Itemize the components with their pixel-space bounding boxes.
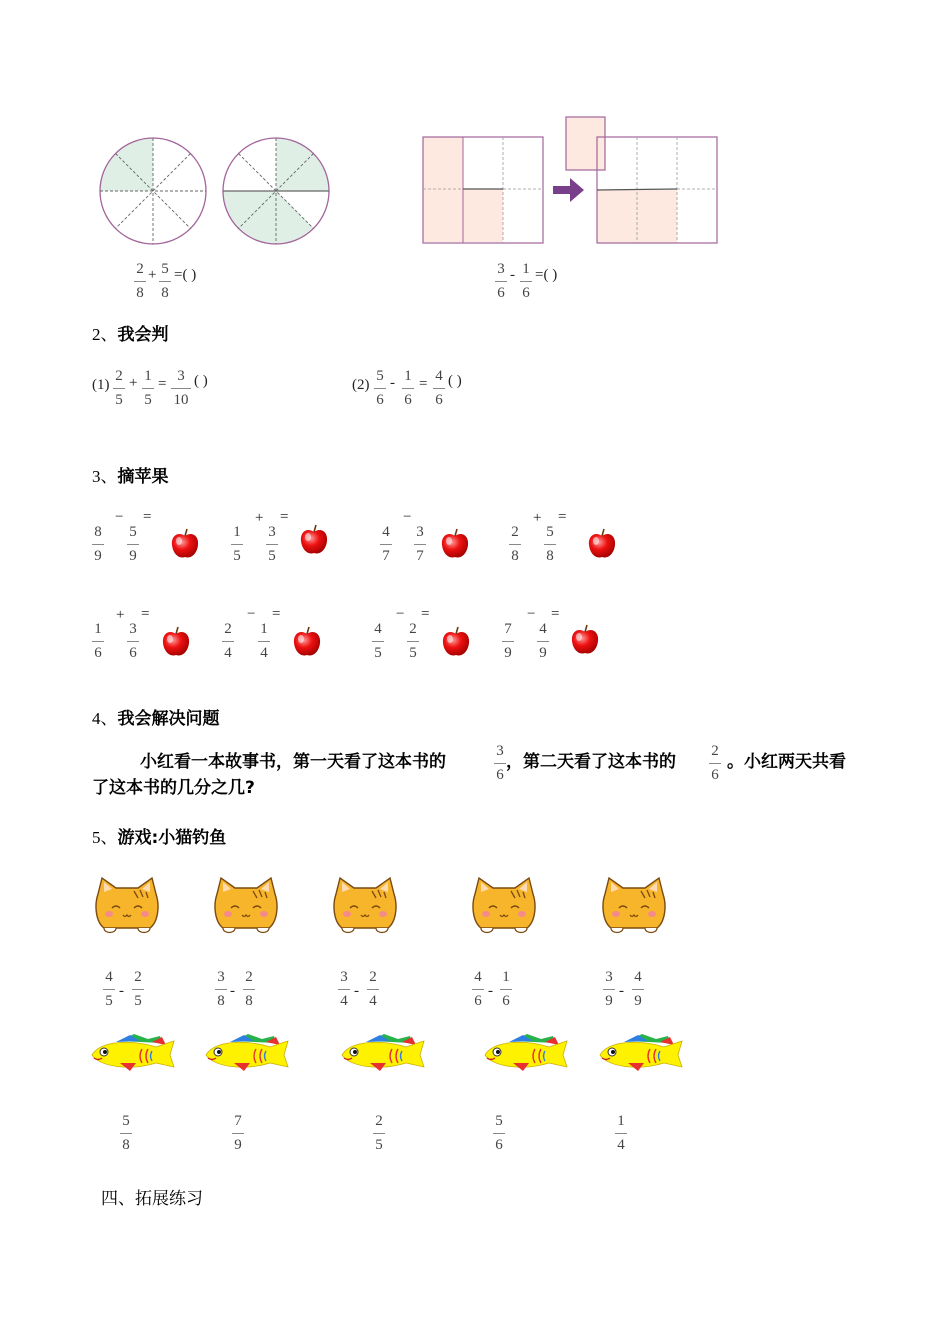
apple-icon[interactable] — [570, 624, 600, 656]
section-title: 我会解决问题 — [117, 709, 220, 729]
fraction — [472, 969, 484, 1010]
numerator: 1 — [404, 368, 412, 384]
denominator: 4 — [340, 993, 348, 1009]
numerator: 2 — [711, 743, 719, 759]
section-title: 摘苹果 — [117, 467, 169, 487]
cat-icon[interactable] — [330, 876, 400, 936]
denominator: 8 — [161, 285, 169, 301]
numerator: 1 — [617, 1113, 625, 1129]
section-heading-cat-fishing — [92, 823, 226, 848]
denominator: 6 — [495, 1137, 503, 1153]
denominator: 7 — [382, 548, 390, 564]
numerator: 5 — [129, 524, 137, 540]
denominator: 6 — [711, 767, 719, 783]
fraction — [258, 621, 270, 662]
numerator: 5 — [376, 368, 384, 384]
denominator: 6 — [94, 645, 102, 661]
denominator: 6 — [522, 285, 530, 301]
minus-sign: - — [390, 375, 395, 391]
numerator: 5 — [122, 1113, 130, 1129]
denominator: 5 — [374, 645, 382, 661]
denominator: 6 — [435, 392, 443, 408]
denominator: 4 — [224, 645, 232, 661]
apple-icon[interactable] — [440, 528, 470, 560]
arrow-right-icon — [553, 178, 584, 202]
denominator: 8 — [245, 993, 253, 1009]
numerator: 5 — [495, 1113, 503, 1129]
section-number: 2、 — [92, 325, 118, 344]
operator: − — [115, 509, 124, 525]
numerator: 2 — [375, 1113, 383, 1129]
fish-icon[interactable] — [204, 1033, 292, 1073]
denominator: 8 — [217, 993, 225, 1009]
denominator: 4 — [369, 993, 377, 1009]
numerator: 4 — [382, 524, 390, 540]
numerator: 5 — [546, 524, 554, 540]
fraction — [232, 1113, 244, 1154]
denominator: 8 — [136, 285, 144, 301]
numerator: 2 — [134, 969, 142, 985]
circle-fraction-figure-left — [96, 136, 336, 248]
fish-icon[interactable] — [598, 1033, 686, 1073]
equals-sign: = — [421, 606, 430, 622]
denominator: 9 — [605, 993, 613, 1009]
fraction — [127, 621, 139, 662]
operator: + — [533, 510, 542, 526]
numerator: 7 — [234, 1113, 242, 1129]
section-number: 4、 — [92, 709, 118, 728]
item-prefix: (1) — [92, 377, 110, 393]
minus-sign: - — [354, 983, 359, 999]
apple-icon[interactable] — [587, 528, 617, 560]
fraction — [544, 524, 556, 565]
fraction — [402, 368, 414, 409]
fish-icon[interactable] — [483, 1033, 571, 1073]
operator: − — [247, 606, 256, 622]
denominator: 9 — [504, 645, 512, 661]
denominator: 8 — [122, 1137, 130, 1153]
denominator: 10 — [173, 392, 189, 408]
equals-sign: = — [419, 376, 428, 392]
numerator: 3 — [217, 969, 225, 985]
fraction — [407, 621, 419, 662]
plus-sign: + — [148, 267, 157, 283]
fraction — [537, 621, 549, 662]
fraction — [520, 261, 532, 302]
denominator: 9 — [94, 548, 102, 564]
equals-sign: = — [158, 376, 167, 392]
denominator: 5 — [134, 993, 142, 1009]
denominator: 9 — [539, 645, 547, 661]
denominator: 6 — [497, 285, 505, 301]
fraction — [414, 524, 426, 565]
fraction — [367, 969, 379, 1010]
fraction — [632, 969, 644, 1010]
fraction — [222, 621, 234, 662]
operator: + — [116, 607, 125, 623]
fraction — [132, 969, 144, 1010]
cat-icon[interactable] — [599, 876, 669, 936]
problem-text-line1-b: ，第二天看了这本书的 — [506, 752, 676, 772]
minus-sign: - — [488, 983, 493, 999]
equals-sign: = — [141, 606, 150, 622]
circle-5-eighths — [223, 138, 329, 244]
numerator: 2 — [409, 621, 417, 637]
numerator: 7 — [504, 621, 512, 637]
rectangle-2-sixths — [597, 137, 717, 243]
removed-sixth-piece — [566, 117, 605, 170]
equals-blank: =( ) — [174, 267, 197, 283]
fish-icon[interactable] — [90, 1033, 178, 1073]
denominator: 5 — [268, 548, 276, 564]
problem-text-line1-a: 小红看一本故事书，第一天看了这本书的 — [140, 752, 446, 772]
minus-sign: - — [230, 983, 235, 999]
denominator: 5 — [115, 392, 123, 408]
fraction — [127, 524, 139, 565]
numerator: 1 — [94, 621, 102, 637]
denominator: 9 — [129, 548, 137, 564]
operator: − — [403, 509, 412, 525]
fraction — [493, 1113, 505, 1154]
denominator: 6 — [376, 392, 384, 408]
fraction — [495, 261, 507, 302]
numerator: 1 — [144, 368, 152, 384]
denominator: 4 — [260, 645, 268, 661]
fraction — [433, 368, 445, 409]
fraction — [374, 368, 386, 409]
denominator: 4 — [617, 1137, 625, 1153]
rectangle-fraction-figure-right — [420, 115, 720, 247]
denominator: 7 — [416, 548, 424, 564]
numerator: 4 — [634, 969, 642, 985]
denominator: 5 — [105, 993, 113, 1009]
plus-sign: + — [129, 375, 138, 391]
section-number: 5、 — [92, 828, 118, 847]
numerator: 3 — [177, 368, 185, 384]
operator: + — [255, 510, 264, 526]
numerator: 1 — [233, 524, 241, 540]
numerator: 1 — [522, 261, 530, 277]
fraction — [709, 743, 721, 784]
denominator: 6 — [474, 993, 482, 1009]
problem-text-line1-c: 。小红两天共看 — [727, 752, 846, 772]
denominator: 5 — [144, 392, 152, 408]
apple-icon[interactable] — [170, 528, 200, 560]
fraction — [92, 524, 104, 565]
fraction — [373, 1113, 385, 1154]
numerator: 2 — [115, 368, 123, 384]
numerator: 3 — [416, 524, 424, 540]
fraction — [142, 368, 154, 409]
numerator: 2 — [136, 261, 144, 277]
denominator: 5 — [233, 548, 241, 564]
numerator: 4 — [539, 621, 547, 637]
fraction — [615, 1113, 627, 1154]
numerator: 3 — [496, 743, 504, 759]
minus-sign: - — [119, 983, 124, 999]
fraction — [92, 621, 104, 662]
numerator: 5 — [161, 261, 169, 277]
cat-icon[interactable] — [469, 876, 539, 936]
fraction — [231, 524, 243, 565]
fraction — [120, 1113, 132, 1154]
operator: − — [527, 606, 536, 622]
numerator: 3 — [605, 969, 613, 985]
minus-sign: - — [510, 267, 515, 283]
fish-icon[interactable] — [340, 1033, 428, 1073]
fraction — [243, 969, 255, 1010]
apple-icon[interactable] — [299, 524, 329, 556]
apple-icon[interactable] — [441, 626, 471, 658]
section-title: 游戏:小猫钓鱼 — [117, 828, 227, 848]
equals-sign: = — [272, 606, 281, 622]
denominator: 6 — [129, 645, 137, 661]
minus-sign: - — [619, 983, 624, 999]
denominator: 6 — [404, 392, 412, 408]
numerator: 4 — [435, 368, 443, 384]
cat-icon[interactable] — [211, 876, 281, 936]
denominator: 5 — [375, 1137, 383, 1153]
circle-2-eighths — [100, 138, 206, 244]
denominator: 8 — [546, 548, 554, 564]
fraction — [266, 524, 278, 565]
numerator: 3 — [268, 524, 276, 540]
denominator: 6 — [502, 993, 510, 1009]
apple-icon[interactable] — [292, 626, 322, 658]
equals-sign: = — [280, 509, 289, 525]
numerator: 4 — [105, 969, 113, 985]
numerator: 2 — [245, 969, 253, 985]
fraction — [159, 261, 171, 302]
fraction — [372, 621, 384, 662]
denominator: 9 — [234, 1137, 242, 1153]
section-heading-extension: 四、拓展练习 — [101, 1189, 203, 1209]
section-heading-pick-apples — [92, 462, 169, 487]
numerator: 3 — [129, 621, 137, 637]
numerator: 8 — [94, 524, 102, 540]
numerator: 2 — [369, 969, 377, 985]
problem-text-line2: 了这本书的几分之几? — [92, 778, 255, 798]
fraction — [215, 969, 227, 1010]
equals-sign: = — [143, 509, 152, 525]
numerator: 1 — [502, 969, 510, 985]
section-heading-judge — [92, 320, 169, 345]
numerator: 2 — [511, 524, 519, 540]
section-heading-solve — [92, 704, 220, 729]
fraction — [494, 743, 506, 784]
operator: − — [396, 606, 405, 622]
rectangle-3-sixths — [423, 137, 543, 243]
numerator: 2 — [224, 621, 232, 637]
denominator: 6 — [496, 767, 504, 783]
numerator: 4 — [474, 969, 482, 985]
fraction — [380, 524, 392, 565]
fraction — [103, 969, 115, 1010]
equals-sign: = — [551, 606, 560, 622]
fraction — [113, 368, 125, 409]
equals-blank: =( ) — [535, 267, 558, 283]
cat-icon[interactable] — [92, 876, 162, 936]
denominator: 5 — [409, 645, 417, 661]
answer-blank[interactable]: ( ) — [448, 373, 462, 389]
fraction — [509, 524, 521, 565]
equals-sign: = — [558, 509, 567, 525]
item-prefix: (2) — [352, 377, 370, 393]
numerator: 3 — [340, 969, 348, 985]
fraction — [338, 969, 350, 1010]
denominator: 8 — [511, 548, 519, 564]
numerator: 1 — [260, 621, 268, 637]
section-title: 我会判 — [117, 325, 169, 345]
fraction — [500, 969, 512, 1010]
fraction — [603, 969, 615, 1010]
fraction — [171, 368, 191, 409]
fraction — [134, 261, 146, 302]
apple-icon[interactable] — [161, 626, 191, 658]
denominator: 9 — [634, 993, 642, 1009]
section-number: 3、 — [92, 467, 118, 486]
answer-blank[interactable]: ( ) — [194, 373, 208, 389]
numerator: 4 — [374, 621, 382, 637]
fraction — [502, 621, 514, 662]
numerator: 3 — [497, 261, 505, 277]
